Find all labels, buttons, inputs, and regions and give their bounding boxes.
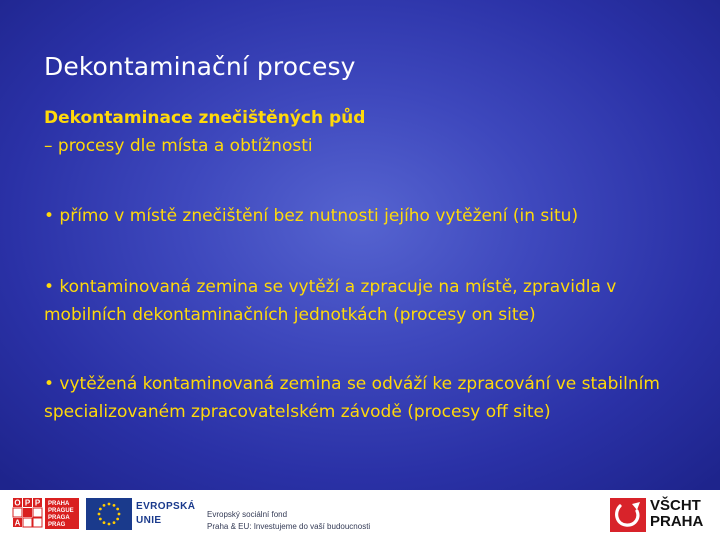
esf-fund-line1: Evropský sociální fond (207, 510, 288, 519)
vscht-logo-icon (610, 498, 646, 532)
eu-star (99, 518, 102, 521)
vscht-wordmark (650, 498, 703, 530)
opp-letter-a: A (14, 518, 21, 528)
opp-letter-o: O (14, 498, 21, 508)
eu-star (98, 513, 101, 516)
opp-letter-p2: P (34, 498, 41, 508)
praha-word-1: PRAHA (48, 501, 70, 507)
vscht-line1: VŠCHT (650, 497, 701, 514)
eu-star (108, 503, 111, 506)
eu-star (99, 508, 102, 511)
praha-word-2: PRAGUE (48, 508, 74, 514)
eu-label (136, 500, 195, 528)
eu-star (116, 508, 119, 511)
praha-word-4: PRAG (48, 522, 66, 528)
esf-fund-text (207, 509, 370, 533)
slide-subtitle: Dekontaminace znečištěných půd (44, 108, 366, 128)
slide-subtitle-detail: – procesy dle místa a obtížnosti (44, 136, 313, 156)
eu-star (113, 504, 116, 507)
eu-star (108, 523, 111, 526)
opp-letter-p1: P (24, 498, 31, 508)
bullet-off-site: • vytěžená kontaminovaná zemina se odváží ke zpracování ve stabilním specializovaném zpracovatelském závodě (procesy off site) (44, 374, 660, 422)
bullet-on-site: • kontaminovaná zemina se vytěží a zpracuje na místě, zpravidla v mobilních dekontaminačních jednotkách (procesy on site) (44, 277, 617, 325)
eu-star (113, 521, 116, 524)
eu-star (116, 518, 119, 521)
esf-fund-line2: Praha & EU: Investujeme do vaší budoucnosti (207, 522, 371, 531)
eu-star (118, 513, 121, 516)
slide-title: Dekontaminační procesy (44, 52, 356, 81)
eu-label-line1: EVROPSKÁ (136, 501, 196, 512)
eu-star (103, 521, 106, 524)
eu-star (103, 504, 106, 507)
vscht-line2: PRAHA (650, 513, 704, 530)
praha-word-3: PRAGA (48, 515, 70, 521)
opp-praha-logo (12, 497, 80, 531)
eu-flag-icon (86, 498, 132, 530)
bullet-in-situ: • přímo v místě znečištění bez nutnosti jejího vytěžení (in situ) (44, 206, 579, 226)
eu-label-line2: UNIE (136, 515, 162, 526)
